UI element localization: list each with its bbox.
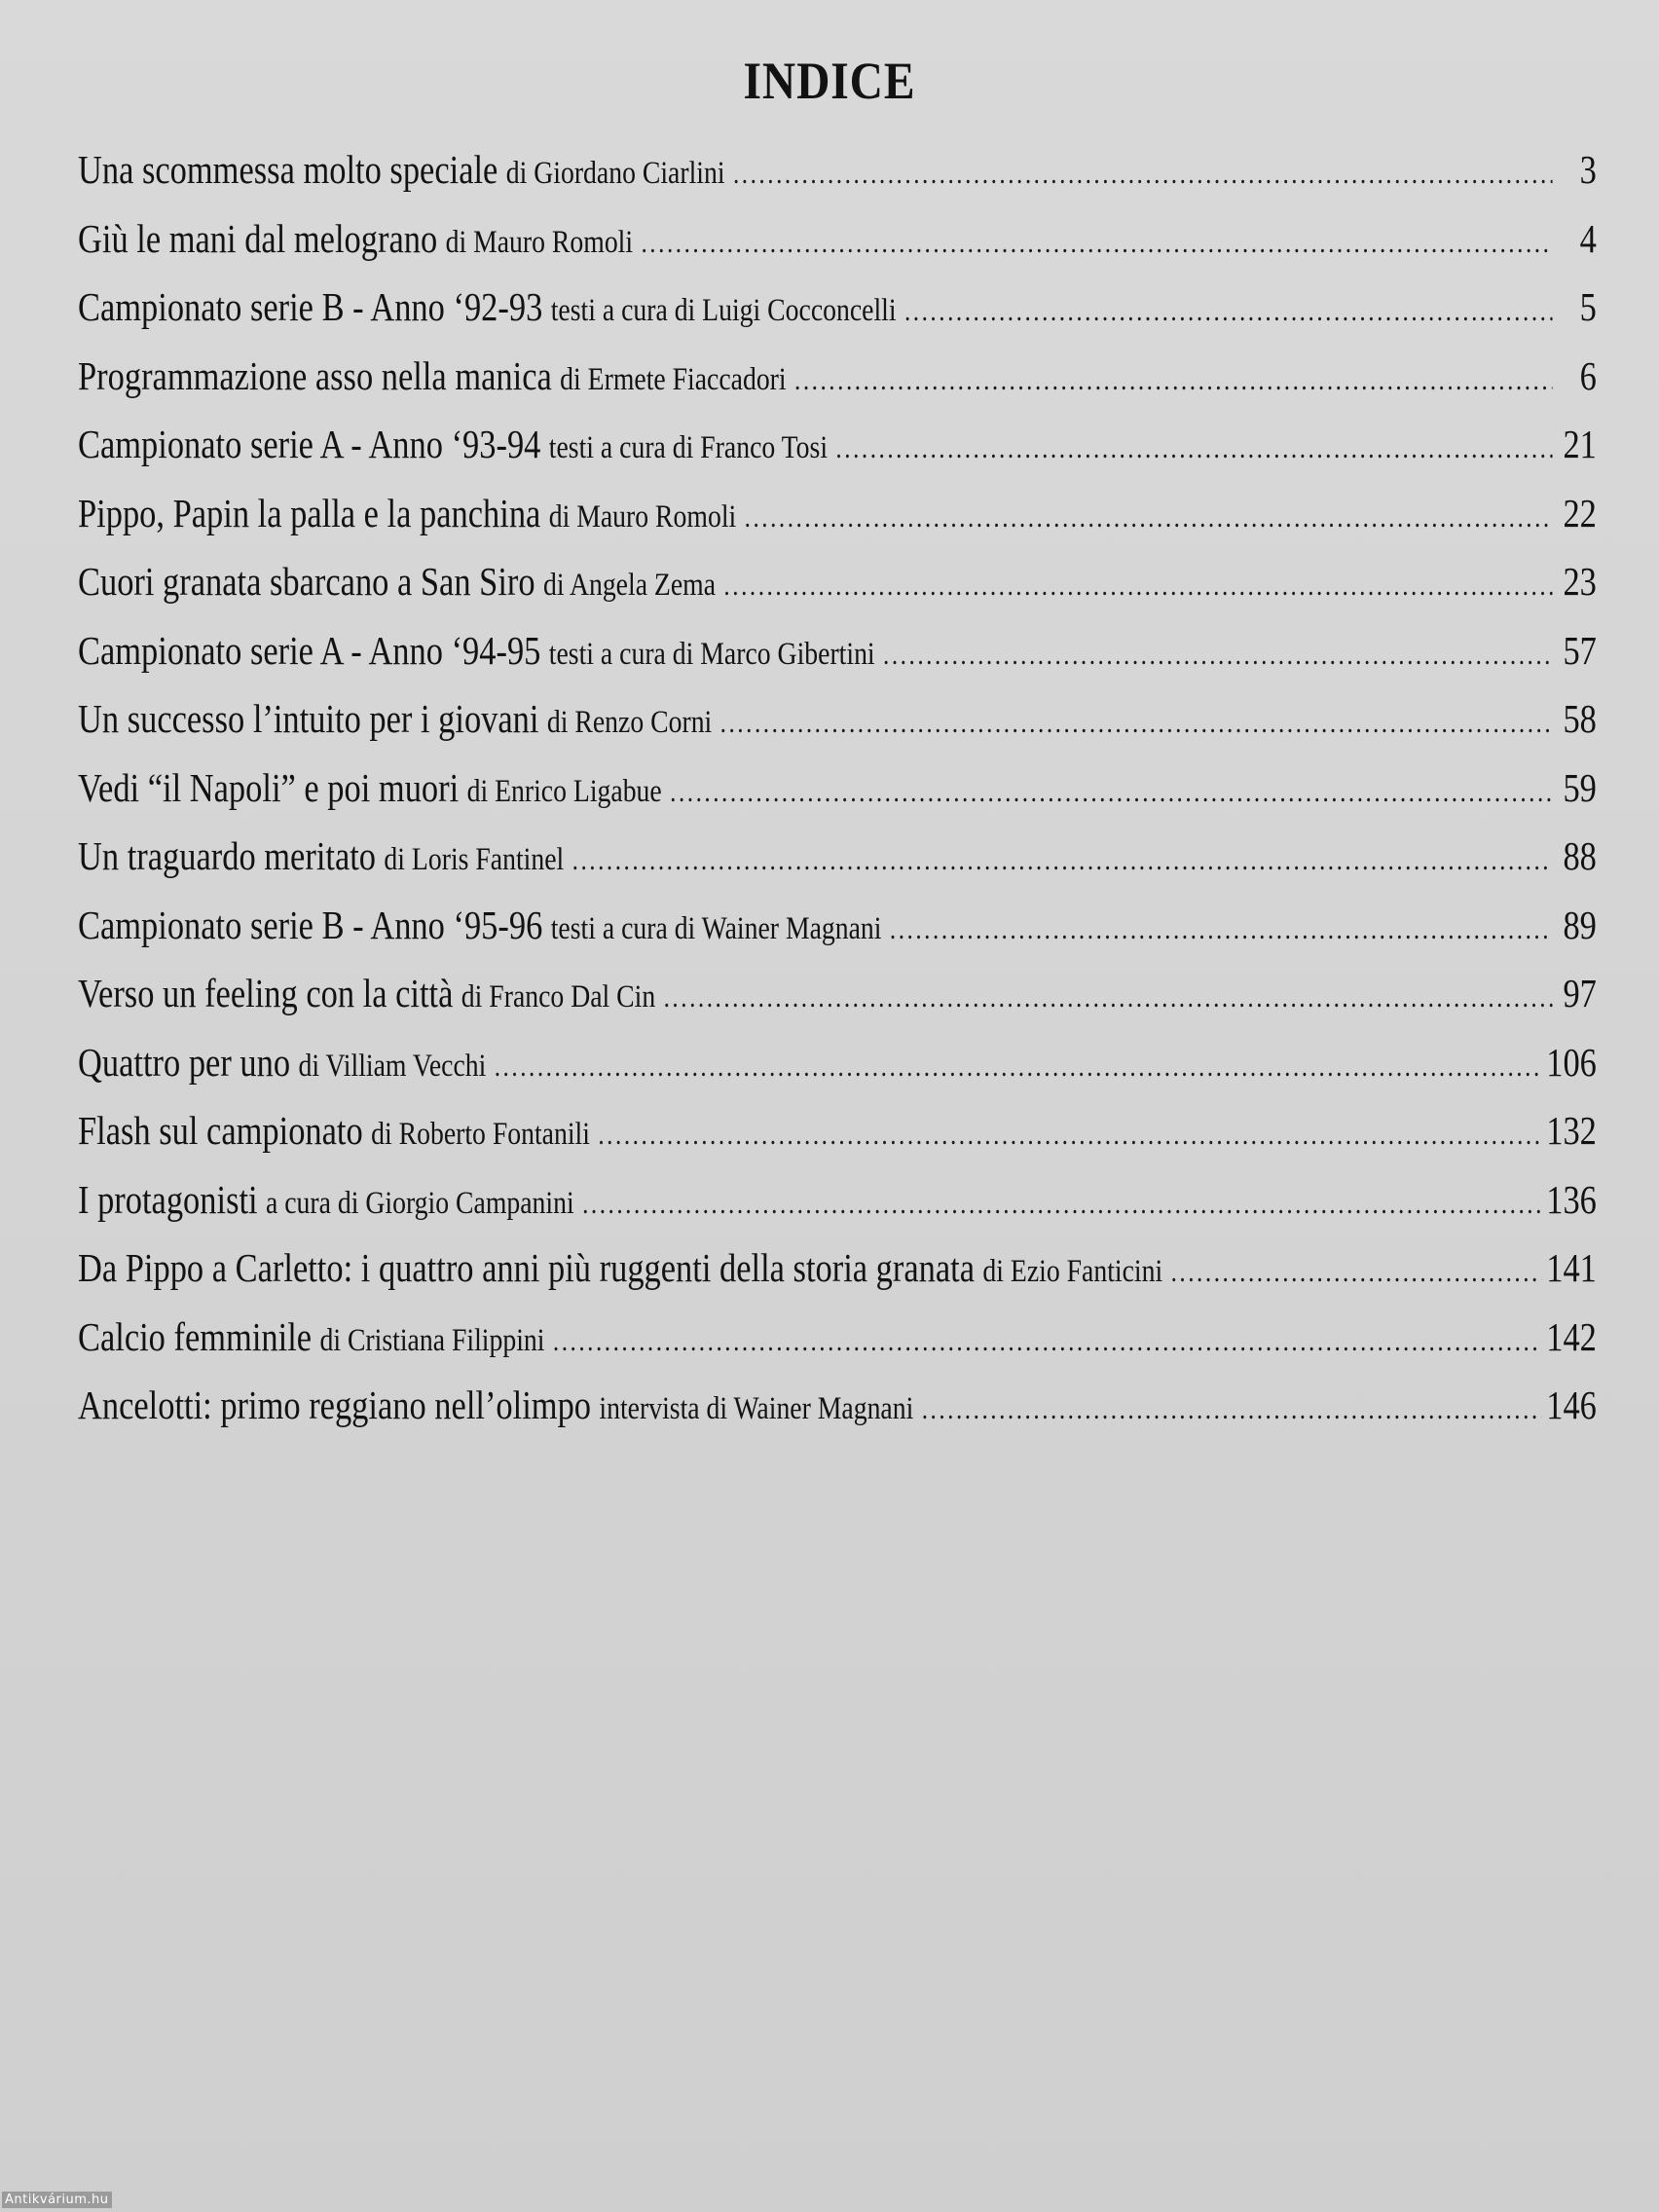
toc-entry — [78, 902, 1597, 971]
entry-author: di Mauro Romoli — [548, 498, 737, 535]
entry-page-number: 97 — [1563, 971, 1597, 1015]
entry-page-number: 106 — [1546, 1039, 1597, 1085]
toc-entry — [78, 764, 1597, 833]
entry-page-number: 57 — [1563, 627, 1597, 673]
entry-title: Un traguardo meritato — [78, 833, 377, 878]
entry-author: di Roberto Fontanili — [371, 1117, 590, 1152]
dot-leader — [1171, 1256, 1542, 1289]
dot-leader — [598, 1119, 1541, 1152]
entry-author: testi a cura di Wainer Magnani — [550, 910, 882, 946]
entry-page-number: 5 — [1579, 284, 1597, 329]
entry-title: Cuori granata sbarcano a San Siro — [78, 559, 535, 604]
dot-leader — [904, 295, 1553, 328]
entry-title: Programmazione asso nella manica — [78, 352, 552, 398]
entry-title: Quattro per uno — [78, 1039, 291, 1085]
entry-title: I protagonisti — [78, 1176, 258, 1222]
entry-title: Giù le mani dal melograno — [78, 215, 438, 261]
entry-author: testi a cura di Franco Tosi — [548, 430, 829, 465]
entry-page-number: 58 — [1563, 696, 1597, 741]
toc-entry — [78, 1039, 1597, 1108]
toc-entry — [78, 283, 1597, 352]
entry-author: di Villiam Vecchi — [298, 1048, 487, 1084]
dot-leader — [745, 501, 1553, 535]
entry-page-number: 142 — [1546, 1313, 1597, 1359]
entry-author: di Ezio Fanticini — [982, 1254, 1163, 1289]
entry-author: testi a cura di Luigi Cocconcelli — [550, 293, 897, 328]
toc-entry — [78, 970, 1597, 1039]
entry-title: Calcio femminile — [78, 1313, 313, 1359]
toc-entry — [78, 1382, 1597, 1451]
entry-title: Flash sul campionato — [78, 1108, 363, 1153]
entry-author: di Ermete Fiaccadori — [560, 361, 787, 397]
entry-author: intervista di Wainer Magnani — [599, 1391, 914, 1426]
entry-title: Ancelotti: primo reggiano nell’olimpo — [78, 1382, 592, 1427]
entry-page-number: 21 — [1563, 422, 1597, 466]
entry-page-number: 59 — [1563, 764, 1597, 810]
dot-leader — [582, 1188, 1541, 1221]
toc-entry — [78, 1313, 1597, 1382]
dot-leader — [670, 776, 1552, 809]
entry-title: Campionato serie B - Anno ‘92-93 — [78, 284, 543, 329]
entry-title: Verso un feeling con la città — [78, 971, 454, 1015]
entry-page-number: 6 — [1579, 352, 1597, 398]
entry-page-number: 22 — [1563, 490, 1597, 535]
entry-page-number: 3 — [1579, 147, 1597, 192]
entry-title: Vedi “il Napoli” e poi muori — [78, 764, 460, 810]
dot-leader — [553, 1325, 1541, 1358]
toc-entry — [78, 627, 1597, 696]
toc-entry — [78, 215, 1597, 284]
entry-author: di Franco Dal Cin — [461, 979, 656, 1014]
page-title: INDICE — [743, 52, 916, 110]
dot-leader — [835, 432, 1552, 465]
entry-author: di Enrico Ligabue — [466, 773, 662, 809]
entry-page-number: 136 — [1546, 1176, 1597, 1222]
dot-leader — [720, 707, 1553, 740]
toc-entry — [78, 352, 1597, 422]
toc-entry — [78, 695, 1597, 764]
dot-leader — [723, 570, 1552, 603]
entry-title: Da Pippo a Carletto: i quattro anni più ruggenti della storia granata — [78, 1245, 976, 1290]
entry-author: a cura di Giorgio Campanini — [266, 1185, 574, 1221]
entry-page-number: 146 — [1546, 1382, 1597, 1427]
entry-page-number: 89 — [1563, 902, 1597, 947]
toc-entry — [78, 1107, 1597, 1176]
entry-title: Pippo, Papin la palla e la panchina — [78, 490, 541, 535]
entry-page-number: 4 — [1579, 215, 1597, 261]
toc-entry — [78, 490, 1597, 559]
toc-entry — [78, 421, 1597, 490]
entry-author: di Loris Fantinel — [384, 842, 565, 877]
entry-page-number: 88 — [1563, 833, 1597, 878]
entry-title: Campionato serie A - Anno ‘94-95 — [78, 627, 541, 673]
dot-leader — [664, 981, 1553, 1014]
entry-page-number: 132 — [1546, 1108, 1597, 1153]
toc-entry — [78, 1244, 1597, 1313]
entry-title: Campionato serie B - Anno ‘95-96 — [78, 902, 543, 947]
toc-entry — [78, 832, 1597, 902]
dot-leader — [883, 639, 1552, 672]
toc-entry — [78, 146, 1597, 215]
dot-leader — [572, 844, 1553, 877]
entry-author: di Angela Zema — [542, 568, 717, 603]
entry-author: di Cristiana Filippini — [319, 1322, 545, 1358]
toc-entry — [78, 558, 1597, 627]
dot-leader — [641, 227, 1552, 260]
dot-leader — [495, 1051, 1541, 1084]
dot-leader — [890, 913, 1553, 946]
entry-title: Un successo l’intuito per i giovani — [78, 696, 539, 741]
dot-leader — [922, 1393, 1541, 1426]
dot-leader — [733, 158, 1553, 191]
entry-page-number: 141 — [1546, 1245, 1597, 1290]
entry-author: di Giordano Ciarlini — [505, 156, 725, 191]
dot-leader — [794, 364, 1552, 397]
entry-author: di Mauro Romoli — [445, 224, 634, 260]
toc-entry — [78, 1176, 1597, 1245]
entry-title: Una scommessa molto speciale — [78, 147, 498, 192]
entry-author: testi a cura di Marco Gibertini — [548, 636, 875, 672]
entry-page-number: 23 — [1563, 559, 1597, 604]
watermark: Antikvárium.hu — [2, 2192, 112, 2208]
entry-title: Campionato serie A - Anno ‘93-94 — [78, 422, 541, 466]
table-of-contents — [78, 146, 1597, 1451]
entry-author: di Renzo Corni — [546, 705, 713, 740]
